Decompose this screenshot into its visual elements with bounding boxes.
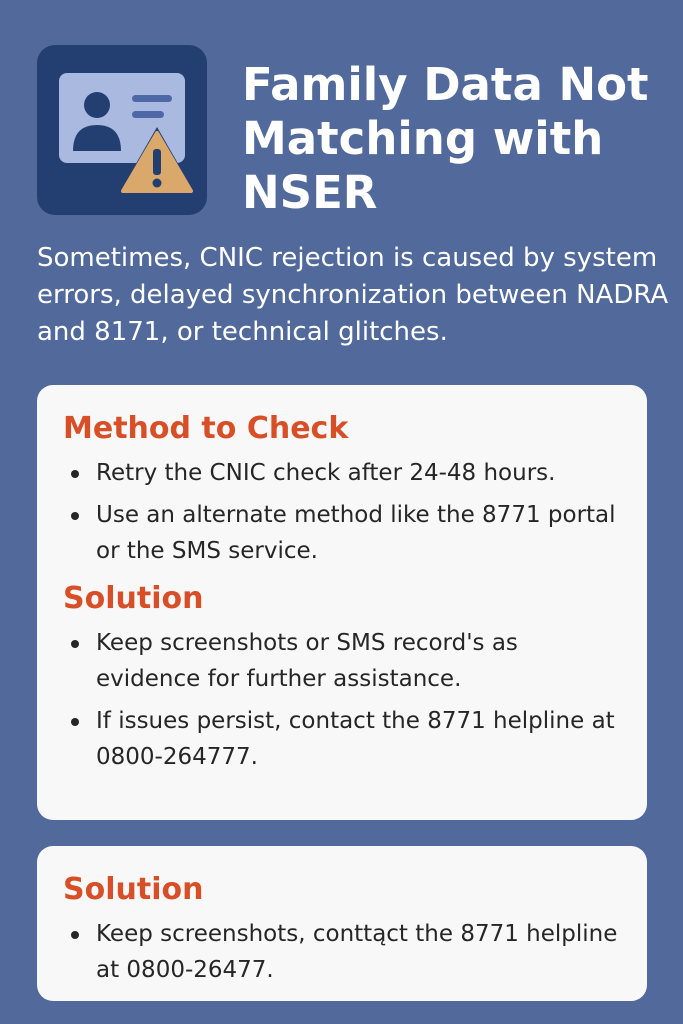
bullet-list <box>63 625 621 775</box>
intro-text: Sometimes, CNIC rejection is caused by system errors, delayed synchronization between NADRA and 8171, or technical glitches. <box>37 243 669 347</box>
bullet-list <box>63 916 621 988</box>
section-heading-solution: Solution <box>63 581 204 616</box>
section-heading-method-to-check: Method to Check <box>63 411 349 446</box>
list-item: If issues persist, contact the 8771 helpline at 0800-264777. <box>63 703 621 775</box>
list-item: Use an alternate method like the 8771 portal or the SMS service. <box>63 497 621 569</box>
id-card-warning-icon <box>37 45 207 215</box>
solution-card <box>37 846 647 1001</box>
section-heading-solution: Solution <box>63 872 204 907</box>
list-item: Keep screenshots, conttąct the 8771 helpline at 0800-26477. <box>63 916 621 988</box>
bullet-list <box>63 455 621 569</box>
info-card <box>37 385 647 820</box>
list-item: Retry the CNIC check after 24-48 hours. <box>63 455 621 491</box>
list-item: Keep screenshots or SMS record's as evidence for further assistance. <box>63 625 621 697</box>
page-title: Family Data Not Matching with NSER <box>242 58 649 219</box>
